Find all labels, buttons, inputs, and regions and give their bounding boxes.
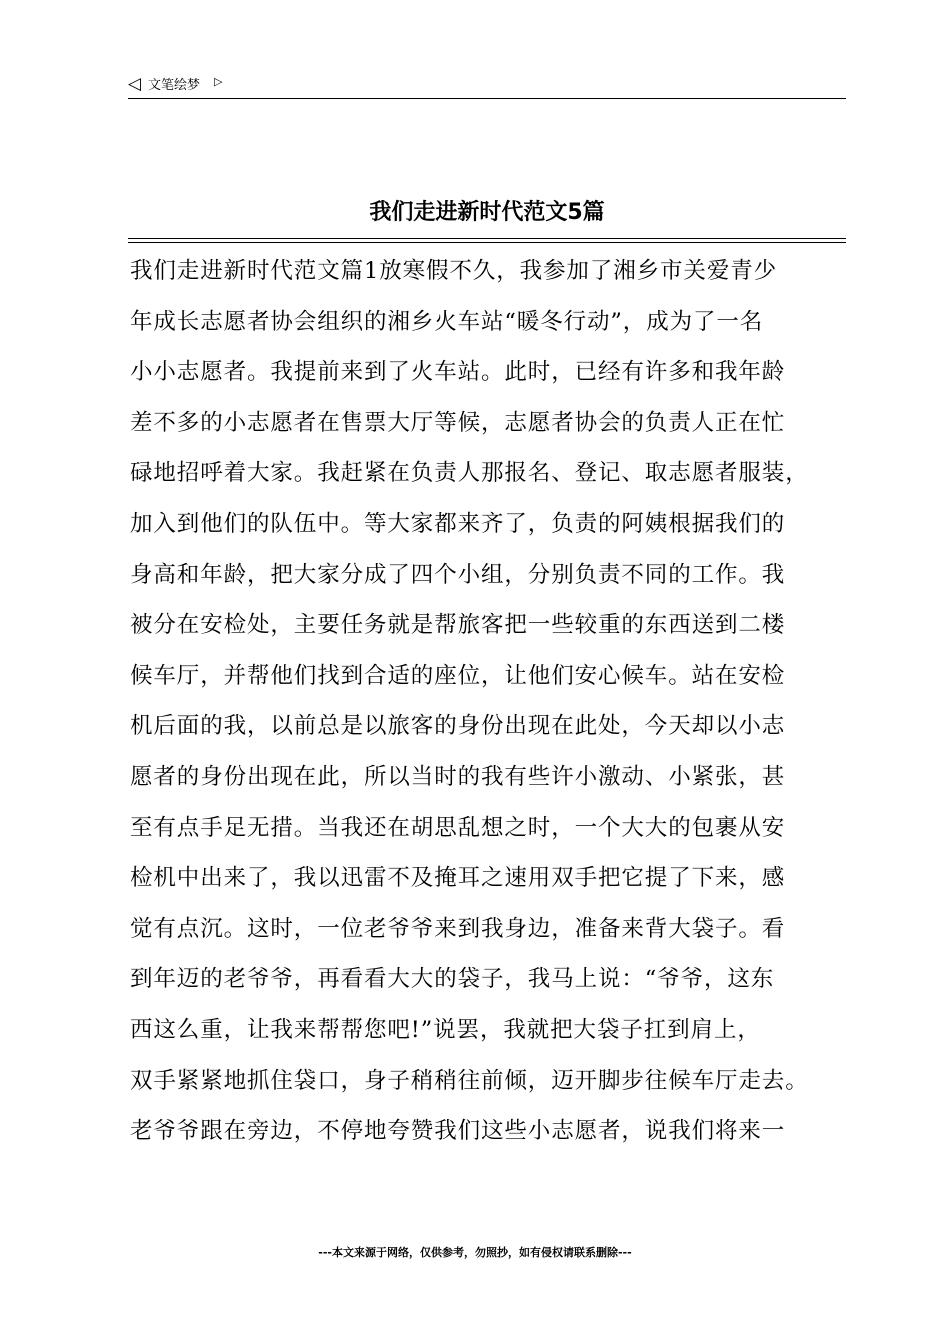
body-line: 检机中出来了，我以迅雷不及掩耳之速用双手把它提了下来，感 (130, 865, 786, 892)
body-line: 机后面的我，以前总是以旅客的身份出现在此处，今天却以小志 (130, 713, 786, 740)
body-line: 愿者的身份出现在此，所以当时的我有些许小激动、小紧张，甚 (130, 763, 786, 790)
document-title: 我们走进新时代范文5篇 (369, 200, 605, 225)
document-body (130, 246, 860, 1157)
body-line: 差不多的小志愿者在售票大厅等候，志愿者协会的负责人正在忙 (130, 409, 786, 436)
body-line: 碌地招呼着大家。我赶紧在负责人那报名、登记、取志愿者服装， (130, 460, 809, 487)
body-line: 身高和年龄，把大家分成了四个小组，分别负责不同的工作。我 (130, 561, 786, 588)
body-line: 到年迈的老爷爷，再看看大大的袋子，我马上说：“爷爷，这东 (130, 966, 775, 993)
body-line: 老爷爷跟在旁边，不停地夸赞我们这些小志愿者，说我们将来一 (130, 1118, 786, 1145)
body-line: 加入到他们的队伍中。等大家都来齐了，负责的阿姨根据我们的 (130, 510, 786, 537)
page-header (128, 72, 846, 99)
body-line: 西这么重，让我来帮帮您吧!”说罢，我就把大袋子扛到肩上， (130, 1016, 761, 1043)
triangle-right-icon: ▷ (214, 75, 223, 88)
body-line: 年成长志愿者协会组织的湘乡火车站“暖冬行动”，成为了一名 (130, 308, 764, 335)
triangle-left-icon: ◁ (128, 74, 142, 94)
body-line: 觉有点沉。这时，一位老爷爷来到我身边，准备来背大袋子。看 (130, 915, 786, 942)
body-line: 候车厅，并帮他们找到合适的座位，让他们安心候车。站在安检 (130, 662, 786, 689)
title-divider (128, 238, 846, 243)
body-line: 我们走进新时代范文篇1放寒假不久，我参加了湘乡市关爱青少 (130, 258, 778, 284)
body-line: 双手紧紧地抓住袋口，身子稍稍往前倾，迈开脚步往候车厅走去。 (130, 1067, 809, 1094)
body-line: 被分在安检处，主要任务就是帮旅客把一些较重的东西送到二楼 (130, 612, 786, 639)
body-line: 至有点手足无措。当我还在胡思乱想之时，一个大大的包裹从安 (130, 814, 786, 841)
header-brand: 文笔绘梦 (148, 78, 201, 93)
footer-notice: ---本文来源于网络，仅供参考，勿照抄，如有侵权请联系删除--- (318, 1246, 632, 1259)
body-line: 小小志愿者。我提前来到了火车站。此时，已经有许多和我年龄 (130, 359, 786, 386)
